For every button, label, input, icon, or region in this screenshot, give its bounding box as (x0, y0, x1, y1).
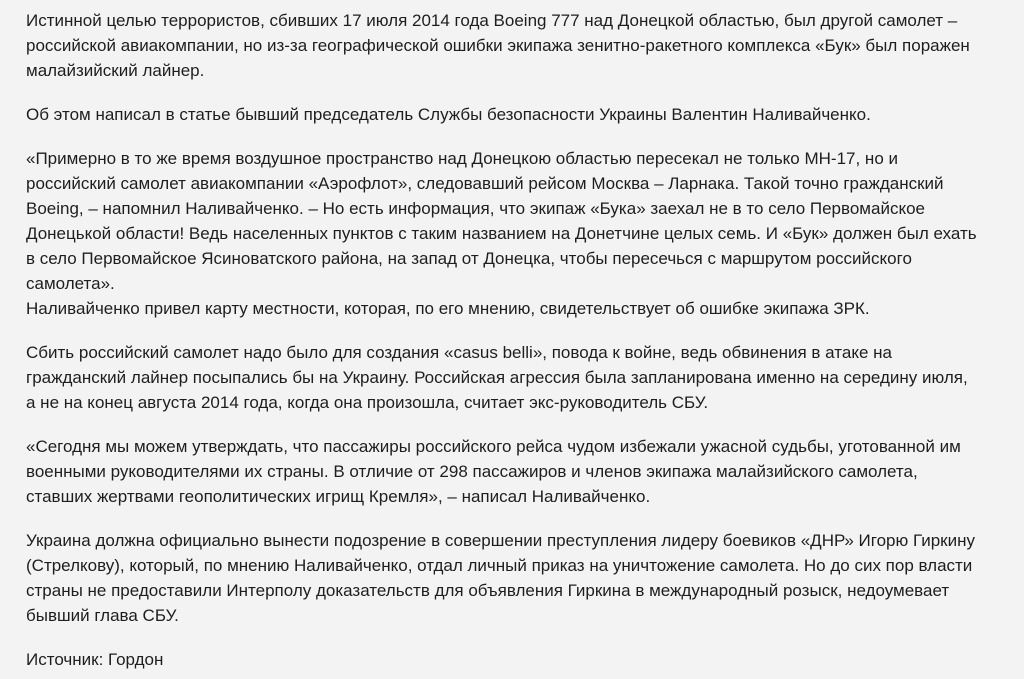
paragraph-intro: Истинной целью террористов, сбивших 17 июля 2014 года Boeing 777 над Донецкой областью, был другой самолет – российской авиакомпании, но из-за географической ошибки экипажа зенитно-ракетного комплекса «Бук» был поражен малайзийский лайнер. (26, 11, 970, 80)
paragraph-quote-flight: «Примерно в то же время воздушное пространство над Донецкою областью пересекал не только МН-17, но и российский самолет авиакомпании «Аэрофлот», следовавший рейсом Москва – Ларнака. Такой точно гражданский Boeing, – напомнил Наливайченко. – Но есть информация, что экипаж «Бука» заехал не в то село Первомайское Донецькой области! Ведь населенных пунктов с таким названием на Донетчине целых семь. И «Бук» должен был ехать в село Первомайское Ясиноватского района, на запад от Донецка, чтобы пересечься с маршрутом российского самолета». Наливайченко привел карту местности, которая, по его мнению, свидетельствует об ошибке экипажа ЗРК. (26, 149, 977, 318)
paragraph-casus-belli: Сбить российский самолет надо было для создания «casus belli», повода к войне, ведь обвинения в атаке на гражданский лайнер посыпались бы на Украину. Российская агрессия была запланирована именно на середину июля, а не на конец августа 2014 года, когда она произошла, считает экс-руководитель СБУ. (26, 343, 968, 412)
paragraph-attribution: Об этом написал в статье бывший председатель Службы безопасности Украины Валентин Наливайченко. (26, 105, 871, 124)
paragraph-girkin: Украина должна официально вынести подозрение в совершении преступления лидеру боевиков «ДНР» Игорю Гиркину (Стрелкову), который, по мнению Наливайченко, отдал личный приказ на уничтожение самолета. Но до сих пор власти страны не предоставили Интерполу доказательств для объявления Гиркина в международный розыск, недоумевает бывший глава СБУ. (26, 531, 975, 625)
source-line: Источник: Гордон (26, 650, 164, 669)
paragraph-quote-passengers: «Сегодня мы можем утверждать, что пассажиры российского рейса чудом избежали ужасной судьбы, уготованной им военными руководителями их страны. В отличие от 298 пассажиров и членов экипажа малайзийского самолета, ставших жертвами геополитических игрищ Кремля», – написал Наливайченко. (26, 437, 961, 506)
